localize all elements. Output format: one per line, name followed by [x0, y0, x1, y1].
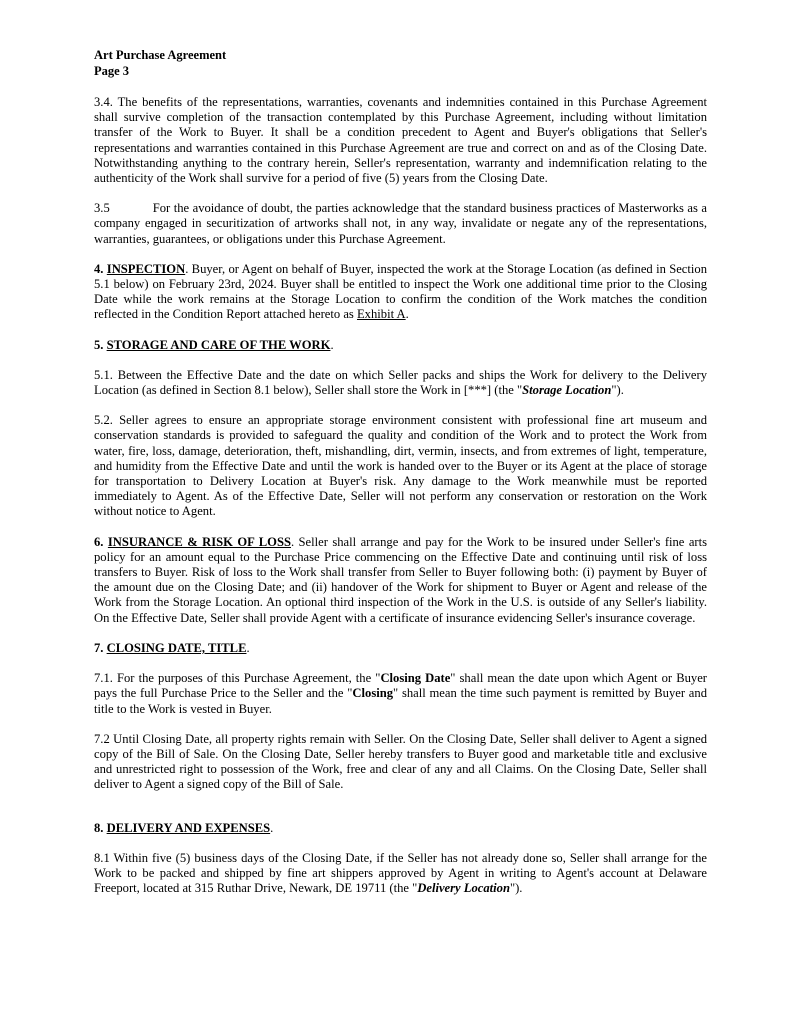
section-5-heading: STORAGE AND CARE OF THE WORK: [106, 337, 331, 352]
section-3-5: [94, 201, 707, 247]
section-5-heading-line: [94, 338, 707, 353]
section-4-text: . Buyer, or Agent on behalf of Buyer, inspected the work at the Storage Location (as defined in Section 5.1 below) on February 23rd, 2024. Buyer shall be entitled to inspect the Work one additional time prior to the Closing Date while the work remains at the Storage Location to confirm the condition of the Work matches the condition reflected in the Condition Report attached hereto as: [94, 261, 707, 322]
section-3-5-text: For the avoidance of doubt, the parties acknowledge that the standard business practices of Masterworks as a company engaged in securitization of artworks shall not, in any way, invalidate or negate any of the representations, warranties, guarantees, or obligations under this Purchase Agreement.: [94, 201, 707, 246]
section-7-heading: CLOSING DATE, TITLE: [106, 640, 247, 655]
section-8-number: 8.: [94, 820, 104, 835]
document-title: Art Purchase Agreement: [94, 48, 227, 62]
document-page: [94, 47, 707, 896]
section-5-1-text: 5.1. Between the Effective Date and the date on which Seller packs and ships the Work for delivery to the Delivery Location (as defined in Section 8.1 below), Seller shall store the Work in [***] (the ": [94, 367, 707, 398]
section-3-5-number: 3.5: [94, 201, 110, 216]
delivery-location-term: Delivery Location: [417, 881, 510, 896]
section-7-1-text-end: " shall mean the time such payment is remitted by Buyer and title to the Work is vested in Buyer.: [94, 686, 707, 716]
storage-location-term: Storage Location: [522, 383, 612, 398]
section-7-heading-line: [94, 641, 707, 656]
section-6-heading: INSURANCE & RISK OF LOSS: [107, 534, 291, 549]
section-8-heading: DELIVERY AND EXPENSES: [106, 820, 271, 835]
page-header: [94, 47, 707, 79]
section-4-heading: INSPECTION: [106, 261, 186, 276]
section-8-1: [94, 851, 707, 897]
section-7-dot: .: [246, 640, 250, 655]
section-7-number: 7.: [94, 640, 104, 655]
section-7-1-text-mid: " shall mean the date upon which Agent or Buyer pays the full Purchase Price to the Seller and the ": [94, 671, 707, 701]
section-4: [94, 262, 707, 323]
section-6: [94, 535, 707, 626]
section-6-number: 6.: [94, 534, 104, 549]
section-7-2: 7.2 Until Closing Date, all property rights remain with Seller. On the Closing Date, Seller shall deliver to Agent a signed copy of the Bill of Sale. On the Closing Date, Seller hereby transfers to Buyer good and marketable title and exclusive and unrestricted right to possession of the Work, free and clear of any and all Claims. On the Closing Date, Seller shall deliver to Agent a signed copy of the Bill of Sale.: [94, 731, 707, 792]
section-5-1-text-end: ").: [611, 383, 624, 398]
closing-term: Closing: [352, 686, 394, 701]
section-8-1-text-end: ").: [509, 881, 523, 896]
section-5-number: 5.: [94, 337, 104, 352]
page-number: Page 3: [94, 64, 130, 78]
section-3-4: 3.4. The benefits of the representations, warranties, covenants and indemnities contained in this Purchase Agreement shall survive completion of the transaction contemplated by this Purchase Agreement, including without limitation transfer of the Work to Buyer. It shall be a condition precedent to Agent and Buyer's obligations that Seller's representations and warranties contained in this Purchase Agreement are true and correct on and as of the Closing Date. Notwithstanding anything to the contrary herein, Seller's representation, warranty and indemnification relating to the authenticity of the Work shall survive for a period of five (5) years from the Closing Date.: [94, 95, 707, 186]
closing-date-term: Closing Date: [380, 671, 451, 686]
section-4-number: 4.: [94, 261, 104, 276]
section-7-1: [94, 671, 707, 717]
section-7-1-text: 7.1. For the purposes of this Purchase Agreement, the ": [94, 671, 381, 686]
exhibit-a-reference: Exhibit A: [356, 307, 406, 322]
section-5-2: 5.2. Seller agrees to ensure an appropriate storage environment consistent with professional fine art museum and conservation standards is provided to safeguard the quality and condition of the Work and to protect the Work from water, fire, loss, damage, deterioration, theft, mishandling, dirt, vermin, insects, and from extremes of light, temperature, and humidity from the Effective Date and until the work is handed over to the Buyer or its Agent at the place of storage for transportation to Delivery Location at Buyer's risk. Any damage to the Work meanwhile must be reported immediately to Agent. As of the Effective Date, Seller will not perform any conservation or restoration on the Work without notice to Agent.: [94, 413, 707, 519]
section-6-text: . Seller shall arrange and pay for the Work to be insured under Seller's fine arts policy for an amount equal to the Purchase Price commencing on the Effective Date and continuing until risk of loss transfers to Buyer. Risk of loss to the Work shall transfer from Seller to Buyer following both: (i) payment by Buyer of the amount due on the Closing Date; and (ii) handover of the Work for shipment to Buyer or Agent and release of the Work from the Storage Location. An optional third inspection of the Work in the U.S. is outside of any Seller's liability. On the Effective Date, Seller shall provide Agent with a certificate of insurance evidencing Seller's insurance coverage.: [94, 534, 708, 625]
section-5-dot: .: [330, 337, 334, 352]
section-4-text-end: .: [405, 307, 409, 322]
section-8-1-text: 8.1 Within five (5) business days of the Closing Date, if the Seller has not already done so, Seller shall arrange for the Work to be packed and shipped by fine art shippers approved by Agent in writing to Agent's account at Delaware Freeport, located at 315 Ruthar Drive, Newark, DE 19711 (the ": [94, 850, 707, 896]
section-8-heading-line: [94, 821, 707, 836]
section-5-1: [94, 368, 707, 398]
section-8-dot: .: [270, 820, 274, 835]
